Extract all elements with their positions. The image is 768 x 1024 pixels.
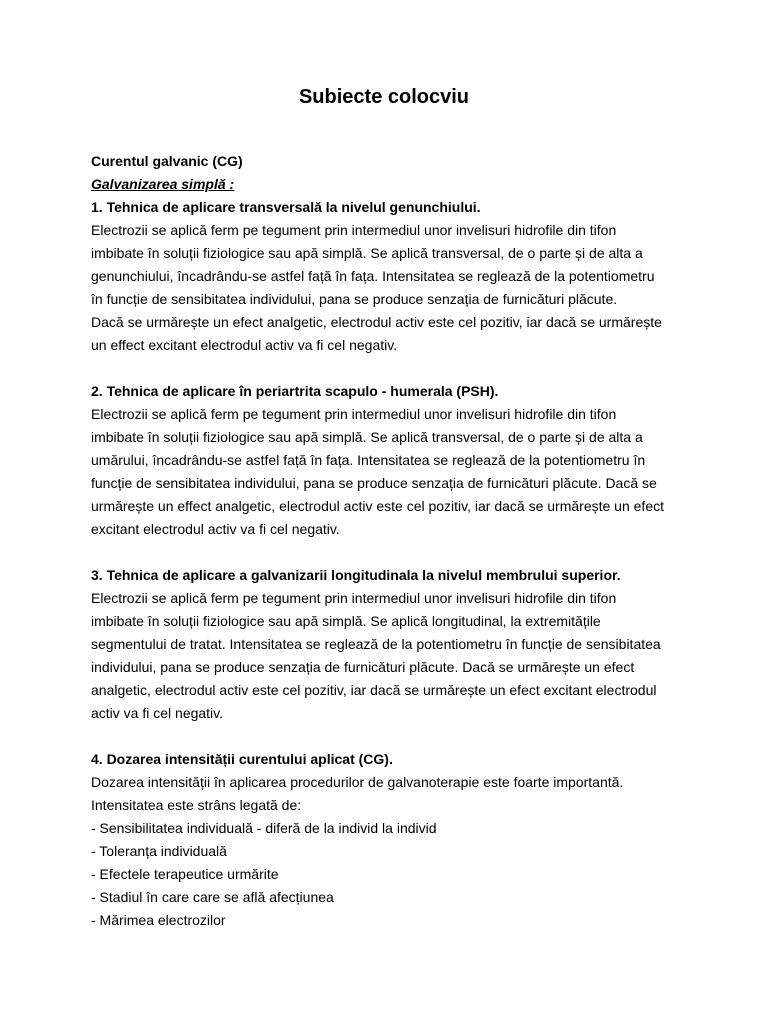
paragraph-line: - Mărimea electrozilor [91,912,226,928]
paragraph-line: imbibate în soluții fiziologice sau apă simplă. Se aplică transversal, de o parte și de alta a [91,245,643,261]
paragraph-line: analgetic, electrodul activ este cel pozitiv, iar dacă se urmărește un efect excitant electrodul [91,682,657,698]
paragraph-line: - Stadiul în care care se află afecțiunea [91,889,334,905]
paragraph-line: excitant electrodul activ va fi cel negativ. [91,521,340,537]
paragraph-line: Electrozii se aplică ferm pe tegument prin intermediul unor invelisuri hidrofile din tifon [91,406,617,422]
paragraph-line: individului, pana se produce senzația de furnicături plăcute. Dacă se urmărește un efect [91,659,635,675]
paragraph-line: segmentului de tratat. Intensitatea se reglează de la potentiometru în funcție de sensibitatea [91,636,661,652]
subtopic-heading: Galvanizarea simplă : [91,176,235,192]
paragraph-line: Dacă se urmărește un efect analgetic, electrodul activ este cel pozitiv, iar dacă se urmărește [91,314,662,330]
section-heading: 4. Dozarea intensității curentului aplicat (CG). [91,751,393,767]
paragraph-line: activ va fi cel negativ. [91,705,224,721]
paragraph-line: Intensitatea este strâns legată de: [91,797,302,813]
paragraph-line: - Efectele terapeutice urmărite [91,866,279,882]
section-2 [91,380,691,541]
paragraph-line: un effect excitant electrodul activ va fi cel negativ. [91,337,398,353]
section-heading: 1. Tehnica de aplicare transversală la nivelul genunchiului. [91,199,481,215]
paragraph-line: urmărește un effect analgetic, electrodul activ este cel pozitiv, iar dacă se urmărește un efect [91,498,664,514]
paragraph-line: - Sensibilitatea individuală - diferă de la individ la individ [91,820,437,836]
document-body [91,150,691,932]
paragraph-line: în funcție de sensibitatea individului, pana se produce senzația de furnicături plăcute. [91,291,618,307]
paragraph-line: funcție de sensibitatea individului, pana se produce senzația de furnicături plăcute. Dacă se [91,475,657,491]
section-heading: 2. Tehnica de aplicare în periartrita scapulo - humerala (PSH). [91,383,499,399]
section-4 [91,748,691,932]
section-heading: 3. Tehnica de aplicare a galvanizarii longitudinala la nivelul membrului superior. [91,567,621,583]
paragraph-line: imbibate în soluții fiziologice sau apă simplă. Se aplică longitudinal, la extremitățile [91,613,601,629]
section-1 [91,196,691,357]
paragraph-line: - Toleranța individuală [91,843,227,859]
sections-container [91,196,691,932]
paragraph-line: imbibate în soluții fiziologice sau apă simplă. Se aplică transversal, de o parte și de alta a [91,429,643,445]
paragraph-line: umărului, încadrându-se astfel față în fața. Intensitatea se reglează de la potentiometru în [91,452,646,468]
paragraph-line: Electrozii se aplică ferm pe tegument prin intermediul unor invelisuri hidrofile din tifon [91,222,617,238]
topic-heading: Curentul galvanic (CG) [91,153,243,169]
page-title: Subiecte colocviu [298,86,470,108]
paragraph-line: Electrozii se aplică ferm pe tegument prin intermediul unor invelisuri hidrofile din tifon [91,590,617,606]
section-3 [91,564,691,725]
paragraph-line: genunchiului, încadrându-se astfel față în fața. Intensitatea se reglează de la potentiometru [91,268,655,284]
paragraph-line: Dozarea intensității în aplicarea procedurilor de galvanoterapie este foarte importantă. [91,774,624,790]
